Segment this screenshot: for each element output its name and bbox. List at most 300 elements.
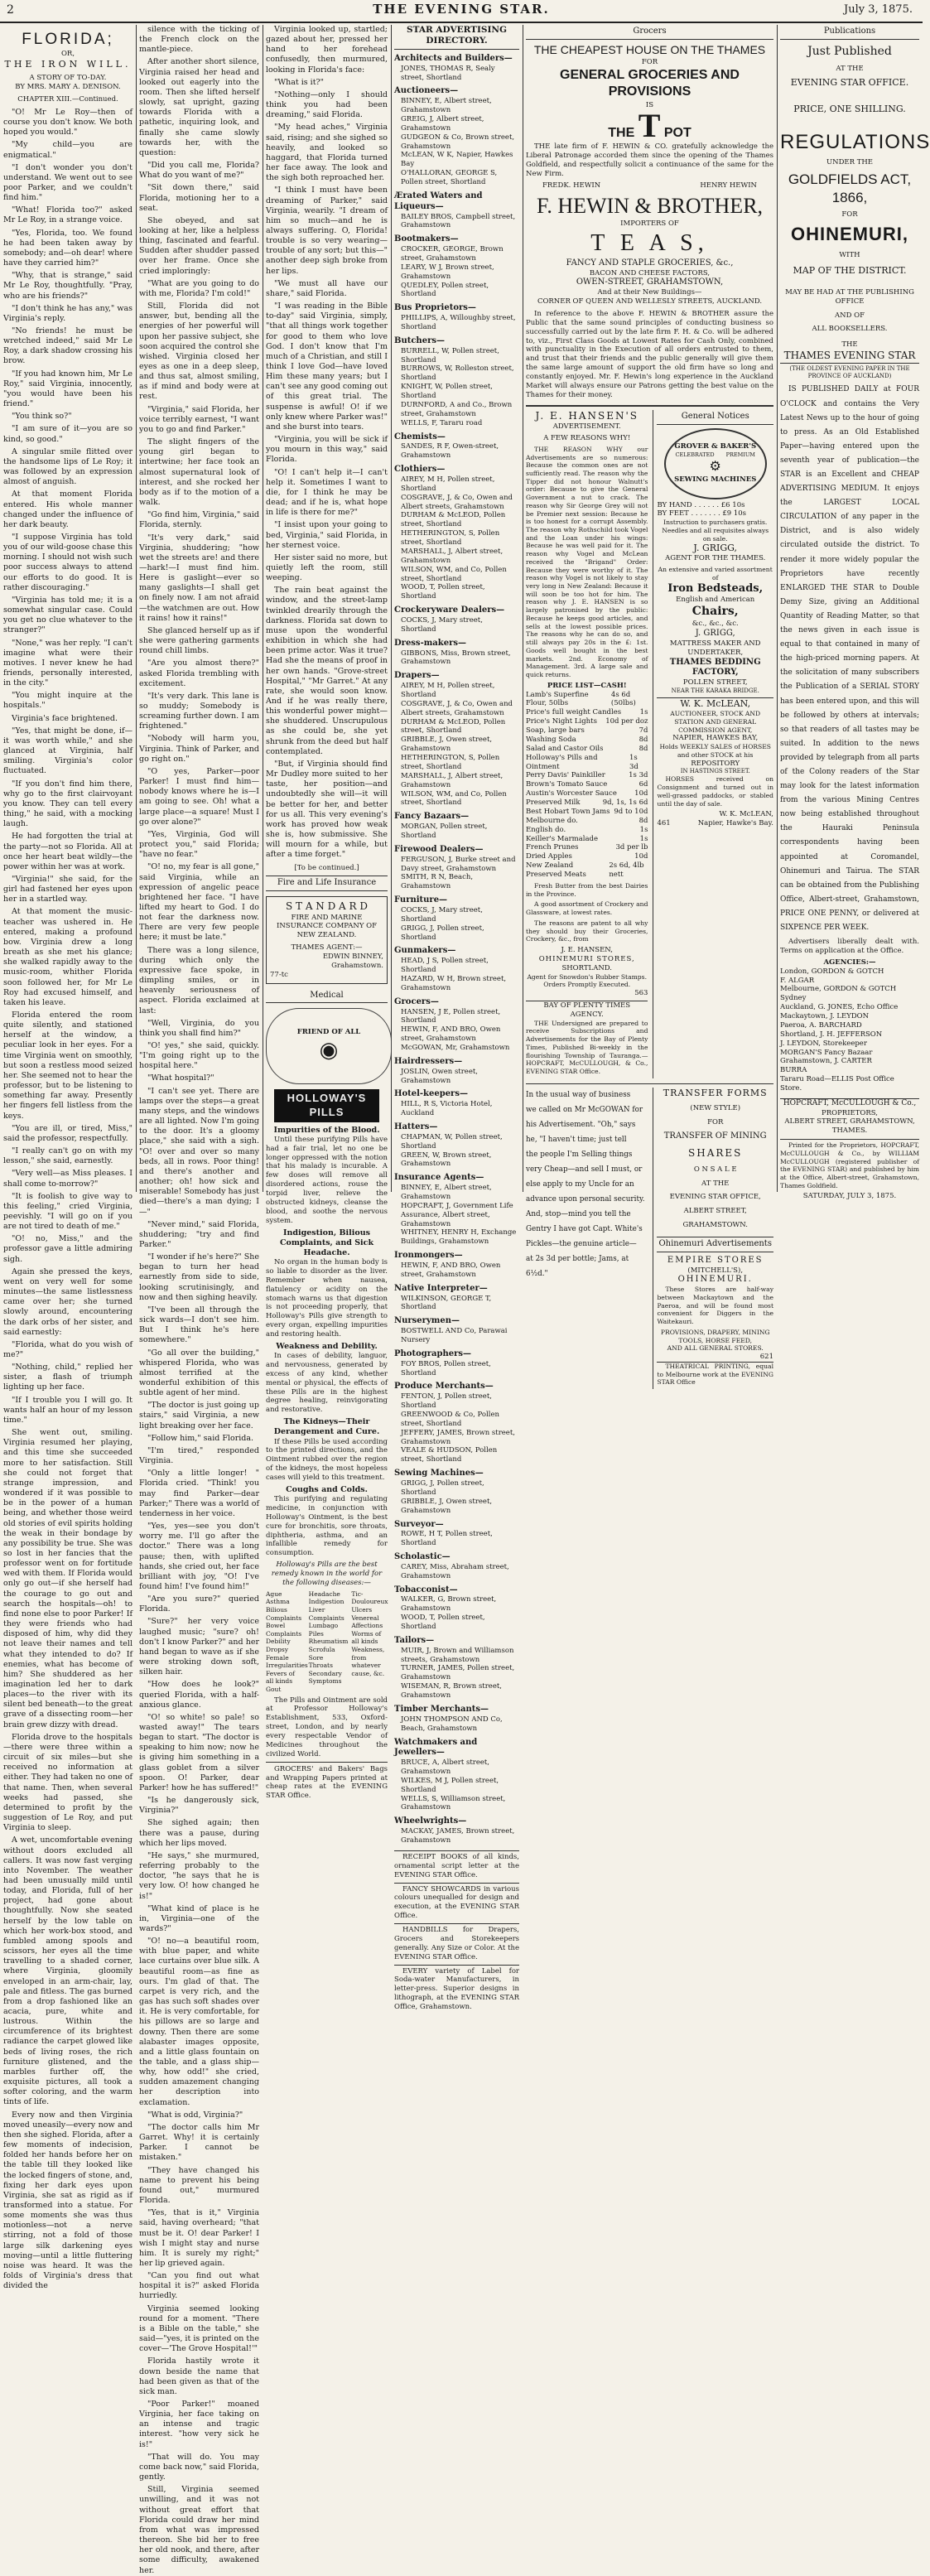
agency-line: Melbourne, GORDON & GOTCH (780, 985, 897, 994)
directory-category: Bus Proprietors— (394, 303, 476, 313)
logo-text: CELEBRATED (675, 451, 715, 459)
ad-line: TRANSFER OF MINING (663, 1131, 767, 1141)
price-value: 7d (638, 726, 648, 736)
imprint: Printed for the Proprietors, HOPCRAFT, McCULLOUGH & Co., by WILLIAM McCULLOUGH (registered publisher of the EVENING STAR) and published by him at the Office, Albert-street, Grahamstown, Thames Goldfield. (780, 1139, 919, 1189)
paragraph: "What kind of place is he in, Virginia—one of the wards?" (139, 1903, 259, 1933)
ad-title: J. GRIGG, (693, 543, 738, 554)
agency-line: Mackaytown, J. LEYDON (780, 1012, 870, 1021)
disease-item: Ulcers (351, 1606, 373, 1614)
paragraph: "O! so white! so pale! so wasted away!" The tears began to start. "The doctor is speaking to him now; now he is giving him something in a glass goblet from a silver spoon. O! Parker, dear Parker! how he has suffered!" (139, 1712, 259, 1792)
story-subtitle: THE IRON WILL. (4, 59, 132, 70)
ad-line: he, "I haven't time; just tell (526, 1135, 627, 1144)
disease-item: Dropsy (266, 1645, 289, 1653)
price-list (526, 691, 648, 880)
agency-line: Tararu Road—ELLIS Post Office (780, 1075, 894, 1084)
ad-line: Holds WEEKLY SALES of HORSES and other STOCK at his (659, 743, 771, 759)
general-notices (653, 410, 773, 1078)
disease-item: Debility (266, 1638, 291, 1646)
directory-category: Nurserymen— (394, 1316, 460, 1326)
paragraph: The rain beat against the window, and the street-lamp twinkled drearily through the darkness. Florida sat down to muse upon the wonderful exhibition in which she had been prime actor. Was it true? Had she the means of proof in her own hands. "Grove-street Hospital," "Mr Garret." At any rate, she would soon know. And if he was really there, this wonderful power might—she shuddered. Unscrupulous as she could be, she yet shrunk from the deed but half contemplated. (266, 586, 388, 756)
ad-line: J. E. HANSEN, (561, 945, 613, 954)
price-list-title: PRICE LIST—CASH! (547, 681, 627, 690)
story-tagline: A STORY OF TO-DAY. (29, 74, 107, 83)
price-item: Soap, large bars (526, 726, 585, 736)
logo-text: PREMIUM (725, 451, 755, 459)
directory-category: Scholastic— (394, 1552, 451, 1562)
disease-item: Sore Throats (308, 1653, 333, 1670)
ad-title: OHINEMURI. (677, 1275, 753, 1285)
paragraph: "Poor Parker!" moaned Virginia, her face taking on an intense and tragic interest. "how very sick he is!" (139, 2400, 259, 2449)
directory-entry (394, 1284, 519, 1313)
paragraph: "Is he dangerously sick, Virginia?" (139, 1796, 259, 1816)
directory-category: Architects and Builders— (394, 53, 513, 63)
directory-listing: MACKAY, JAMES, Brown street, Grahamstown (401, 1827, 515, 1845)
paragraph: "It is foolish to give way to this feeling," cried Virginia, peevishly. "I will go on if you are not tired to death of me." (3, 1191, 133, 1232)
paragraph: "What is odd, Virginia?" (147, 2110, 243, 2120)
directory-category: Tailors— (394, 1635, 435, 1645)
small-ads (394, 1850, 519, 2012)
partner-name: FREDK. HEWIN (542, 181, 601, 190)
directory-entry (394, 191, 519, 230)
price-row (526, 726, 648, 736)
ad-line: O N S A L E (693, 1165, 737, 1174)
price-item: Melbourne do. (526, 816, 578, 825)
directory-listing: HEAD, J S, Pollen street, Shortland (401, 957, 489, 975)
agency-line: F. ALGAR (780, 976, 815, 985)
price-item: Perry Davis' Painkiller (526, 771, 605, 780)
partner-name: HENRY HEWIN (700, 181, 757, 190)
crest-icon (266, 1008, 392, 1084)
disease-item: Fevers of all kinds (266, 1669, 296, 1686)
globe-icon: ◉ (319, 1038, 339, 1064)
paragraph: "Yes, Florida, too. We found he had been taken away by somebody; and—oh dear! where have they carried him?" (3, 228, 133, 268)
paragraph: Every now and then Virginia moved uneasily—every now and then she sighed. Florida, after a few moments of indecision, folded her hands before her on the table till they looked like the locked fingers of stone, and, fixing her dark eyes upon Virginia, she sat as rigid as if transformed into a statue. For some moments she was thus motionless—not a nerve stirring, not a fold of those large silk darkening eyes moving—until a little fluttering noise was heard. It was the folds of Virginia's dress that divided the (3, 2110, 133, 2291)
directory-category: Clothiers— (394, 465, 446, 475)
ad-text: In cases of debility, languor, and nervousness, generated by excess of any kind, whether mental or physical, the effects of these Pills are in the highest degree healing, reinvigorating and restorative. (266, 1352, 388, 1415)
ad-title: BAY OF PLENTY TIMES AGENCY. (526, 1001, 648, 1020)
logo-text: GROVER & BAKER'S (674, 442, 757, 451)
ad-title: W. K. McLEAN, (657, 697, 773, 710)
paragraph: Virginia looked up, startled; gazed about her, pressed her hand to her forehead confusedly, then murmured, looking in Florida's face: (266, 25, 388, 75)
ad-line: FIRE AND MARINE (291, 913, 363, 922)
small-ad: EVERY variety of Label for Soda-water Manufacturers, in letter-press. Superior designs in lithograph, at the EVENING STAR Office, Grahamstown. (394, 1965, 519, 2012)
directory-entry (394, 234, 519, 299)
price-item: English do. (526, 825, 566, 834)
agency-line: Store. (780, 1084, 802, 1093)
paragraph: "Never mind," said Florida, shuddering; "try and find Parker." (139, 1219, 259, 1249)
mcgowan-ad (526, 1088, 648, 1389)
paragraph: "If I trouble you I will go. It wants half an hour of my lesson time." (3, 1395, 133, 1425)
directory-entry (394, 671, 519, 808)
directory-category: Produce Merchants— (394, 1382, 494, 1392)
paragraph: "You are ill, or tired, Miss," said the professor, respectfully. (3, 1123, 133, 1143)
ad-line: we called on Mr McGOWAN for (526, 1105, 643, 1114)
paragraph: "What hospital?" (147, 1073, 214, 1083)
price-value: 1s (639, 834, 648, 843)
directory-listing: WELLS, F, Tararu road (401, 418, 483, 427)
ad-line: FOR (841, 210, 858, 219)
directory-listing: WHITNEY, HENRY H, Exchange Buildings, Grahamstown (401, 1228, 517, 1247)
directory-listing: JEFFERY, JAMES, Brown street, Grahamstown (401, 1428, 515, 1446)
directory-listing: DURHAM & McLEOD, Pollen street, Shortland (401, 511, 506, 529)
teapot-logo (526, 107, 773, 145)
ad-line: AND ALL GENERAL STORES. (667, 1344, 764, 1353)
disease-item: Gout (266, 1685, 282, 1693)
paragraph: "None," was her reply. "I can't imagine what were their motives. I never knew he had friends, personally interested, in the city." (3, 638, 133, 688)
ad-line: else apply to my Uncle for an (526, 1179, 634, 1189)
disease-item: Female Irregularities (266, 1653, 308, 1670)
directory-entry (394, 465, 519, 601)
disease-item: Scrofula (308, 1645, 335, 1653)
directory-listing: TURNER, JAMES, Pollen street, Grahamstown (401, 1664, 515, 1682)
directory-entry (394, 86, 519, 187)
price-item: Holloway's Pills and Ointment (526, 753, 598, 771)
directory-listing: FENTON, J, Pollen street, Shortland (401, 1392, 492, 1411)
sewing-machine-logo-icon (664, 428, 767, 499)
disease-item: Asthma (266, 1598, 290, 1606)
directory-listing: CAREY, Miss, Abraham street, Grahamstown (401, 1562, 509, 1580)
ad-line: In the usual way of business (526, 1090, 631, 1099)
paragraph: "I really can't go on with my lesson," she said, earnestly. (3, 1146, 133, 1166)
ad-line: EVENING STAR OFFICE, (669, 1193, 761, 1202)
ad-heading: The Kidneys—Their Derangement and Cure. (273, 1417, 380, 1437)
directory-listing: MUIR, J, Brown and Williamson streets, Grahamstown (401, 1646, 514, 1664)
disease-item: Liver Complaints (308, 1606, 345, 1622)
ad-title: J. GRIGG, (695, 629, 735, 639)
price-row (526, 708, 648, 717)
directory-listing: GREENWOOD & Co, Pollen street, Shortland (401, 1410, 499, 1428)
agency-line: Sydney (780, 994, 807, 1003)
ad-title: TRANSFER FORMS (663, 1087, 768, 1098)
directory-listing: BURROWS, W, Rolleston street, Shortland (401, 364, 514, 383)
directory-entry (394, 1552, 519, 1581)
directory-listing: GRIGG, J, Pollen street, Shortland (401, 924, 484, 942)
paragraph: "I wonder if he's here?" She began to turn her head earnestly from side to side, looking scrutinisingly, and now and then sighing heavily. (139, 1252, 259, 1302)
directory-listing: COSGRAVE, J, & Co, Owen and Albert streets, Grahamstown (401, 493, 513, 511)
paragraph: "Can you find out what hospital it is?" asked Florida hurriedly. (139, 2271, 259, 2301)
grocers-column (526, 25, 773, 1387)
imprint-date: SATURDAY, JULY 3, 1875. (802, 1192, 897, 1201)
price-value: 8d (638, 816, 648, 825)
ad-line: PROPRIETORS, (821, 1108, 879, 1117)
paragraph: "No friends! he must be wretched indeed," said Mr Le Roy, a dark shadow crossing his brow. (3, 326, 133, 366)
ad-line: AND OF (835, 311, 865, 320)
issue-date: July 3, 1875. (844, 3, 913, 16)
directory-listing: GRIBBLE, J, Owen street, Grahamstown (401, 1497, 493, 1515)
price-item: Price's full weight Candles (526, 708, 622, 717)
price-item: Washing Soda (526, 735, 576, 744)
directory-entry (394, 997, 519, 1053)
price-row (526, 780, 648, 789)
directory-listing: MARSHALL, J, Albert street, Grahamstown (401, 547, 504, 565)
directory-listing: WALKER, G, Brown street, Grahamstown (401, 1595, 497, 1614)
headline: GENERAL GROCERIES AND PROVISIONS (560, 67, 740, 99)
paragraph: "If you had known him, Mr Le Roy," said Virginia, innocently, "you would have been his friend." (3, 369, 133, 409)
story-text (3, 108, 133, 2292)
ad-line: Agent for Snowdon's Rubber Stamps. Orders Promptly Executed. (527, 972, 647, 989)
paragraph: He had forgotten the trial at the party—not so Florida. All at once her heart beat wildly—the power within her was at work. (3, 832, 133, 871)
directory-entry (394, 1251, 519, 1280)
directory-listing: BAILEY BROS, Campbell street, Grahamstown (401, 212, 516, 230)
disease-item: Lumbago (308, 1622, 339, 1630)
ad-text: The Pills and Ointment are sold at Professor Holloway's Establishment, 533, Oxford-street, London, and by nearly every respectable Vendor of Medicines throughout the civilized World. (266, 1696, 388, 1758)
ad-text: THE late firm of F. HEWIN & CO. gratefully acknowledge the Liberal Patronage accorded them since the opening of the Thames Goldfield, and respectfully solicit a continuance of the same for the New Firm. (526, 142, 773, 179)
directory-listing: HANSEN, J E, Pollen street, Shortland (401, 1007, 501, 1025)
paragraph: "O! no, my fear is all gone," said Virginia, while an expression of angelic peace brightened her face. "I have lifted my heart to God. I do not fear the darkness now. There are very few people here; it must be late." (139, 862, 259, 943)
ad-line: Napier, Hawke's Bay. (697, 819, 773, 828)
directory-listing: BURRELL, W, Pollen street, Shortland (401, 346, 499, 364)
paragraph: "I suppose Virginia has told you of our wild-goose chase this morning. I should not wish such poor success always to attend our efforts to do good. It is rather discouraging." (3, 532, 133, 592)
directory-category: Surveyor— (394, 1519, 444, 1529)
ad-line: REPOSITORY (691, 759, 740, 768)
directory-category: Furniture— (394, 895, 448, 905)
paragraph: "Did you call me, Florida? What do you want of me?" (139, 161, 259, 181)
directory-category: Wheelwrights— (394, 1816, 467, 1826)
paragraph: "Florida, what do you wish of me?" (3, 1339, 133, 1360)
directory-listing: ROWE, H T, Pollen street, Shortland (401, 1530, 493, 1548)
small-ad: HANDBILLS for Drapers, Grocers and Storekeepers generally. Any Size or Color. At the EVENING STAR Office. (394, 1923, 519, 1962)
paragraph: "Virginia!" she said, for the girl had fastened her eyes upon her in a startled way. (3, 874, 133, 904)
ad-line: IN HASTINGS STREET. (680, 768, 750, 775)
directory-listing: LEARY, W J, Brown street, Grahamstown (401, 263, 494, 281)
directory-listing: SANDES, R F, Owen-street, Grahamstown (401, 442, 499, 461)
directory-listing: QUEDLEY, Pollen street, Shortland (401, 281, 489, 299)
section-heading: Ohinemuri Advertisements (657, 1237, 773, 1252)
price-value: 6d (638, 780, 648, 789)
agencies-title: AGENCIES:— (823, 958, 876, 967)
paragraph: "I was reading in the Bible to-day" said Virginia, simply, "that all things work together for good to them who love God. I don't know that I'm much of a Christian, and still I think I love God—have loved Him these many years; but I can't see any good coming out of this great trial. The suspense is awful! O! if we only knew where Parker was!" and she burst into tears. (266, 301, 388, 432)
ad-text (526, 1088, 648, 1281)
directory-entry (394, 303, 519, 332)
ad-title: S T A N D A R D (285, 900, 369, 913)
ad-line: MAP OF THE DISTRICT. (793, 264, 907, 276)
ad-text: Holloway's Pills are the best remedy known in the world for the following diseases:— (271, 1561, 383, 1587)
paragraph: Florida entered the room quite silently, and stationed herself at the window, a peculiar look in her eyes. For a time Virginia went on smoothly, but soon a restless mood seized her. She seemed not to hear the professor, but to be listening to something far away. Presently her fingers fell listless from the keys. (3, 1011, 133, 1121)
paragraph: "Sit down there," said Florida, motioning her to a seat. (139, 183, 259, 213)
ad-line: the people I'm Selling things (526, 1150, 633, 1159)
paragraph: "They have changed his name to prevent his being found out," murmured Florida. (139, 2165, 259, 2206)
paragraph: Virginia seemed looking round for a moment. "There is a Bible on the table," she said—"yes, it is printed on the cover—'The Grove Hospital!'" (139, 2303, 259, 2354)
directory-listing: WILKES, M J, Pollen street, Shortland (401, 1776, 499, 1794)
hewin-brother-arch: F. HEWIN & BROTHER, (536, 193, 764, 218)
directory-listing: COCKS, J, Mary street, Shortland (401, 905, 483, 924)
ad-line: An extensive and varied assortment of (658, 566, 773, 582)
ad-number: 77-tc (270, 970, 288, 979)
directory-entry (394, 1122, 519, 1169)
price-value: 10d (634, 789, 648, 798)
directory-category: Drapers— (394, 671, 440, 681)
directory-listing: GREEN, W, Brown street, Grahamstown (401, 1151, 492, 1169)
paragraph: "But, if Virginia should find Mr Dudley more suited to her taste, her position—and undoubtedly she will—it will be better for her, and better for us all. This very evening's work has proved how weak she is, how submissive. She will mourn for a while, but after a time forget." (266, 759, 388, 860)
paragraph: "You think so?" (12, 412, 72, 422)
disease-item: Weakness, from whatever cause, &c. (351, 1645, 385, 1677)
ad-line: his Advertisement. "Oh," says (526, 1120, 636, 1129)
directory-entry (394, 1316, 519, 1345)
ad-title: EMPIRE STORES (667, 1255, 764, 1265)
disease-item: Tic-Douloureux (351, 1589, 388, 1606)
small-ad: RECEIPT BOOKS of all kinds, ornamental script letter at the EVENING STAR Office. (394, 1850, 519, 1880)
paragraph: Florida hastily wrote it down beside the name that had been given as that of the sick man. (139, 2357, 259, 2396)
directory-listing: AIREY, M H, Pollen street, Shortland (401, 475, 495, 493)
price-row (526, 771, 648, 780)
ad-line: advance upon personal security. (526, 1194, 645, 1204)
directory-listing: FOY BROS, Pollen street, Shortland (401, 1359, 491, 1377)
section-heading: Grocers (526, 25, 773, 40)
paragraph: "Yes, that is it," Virginia said, having overheard; "that must be it. O! dear Parker! I wish I might stay and nurse him. It is surely my right;" her lip grieved again. (139, 2208, 259, 2268)
publications-column (780, 25, 930, 1201)
ad-line: GRAHAMSTOWN. (682, 1221, 748, 1230)
hansen-ad (526, 410, 648, 1078)
ad-line: 6½d." (526, 1270, 548, 1279)
disease-item: Venereal Affections (351, 1614, 383, 1630)
ad-title: J. E. HANSEN'S (535, 409, 638, 422)
directory-category: Sewing Machines— (394, 1469, 484, 1479)
directory-listing: GRIBBLE, J, Owen street, Grahamstown (401, 736, 493, 754)
directory-entry (394, 1349, 519, 1378)
ad-subtitle: A FEW REASONS WHY! (543, 433, 631, 442)
ad-text: THE Undersigned are prepared to receive Subscriptions and Advertisements for the Bay of Plenty Times, Published Bi-weekly in the flourishing Township of Tauranga.— HOPCRAFT, McCULLOUGH, & Co., EVENING STAR Office. (526, 1019, 648, 1075)
directory-category: Grocers— (394, 996, 439, 1006)
price-item: Keiller's Marmalade (526, 834, 599, 843)
directory-listing: DURNFORD, A and Co., Brown street, Grahamstown (401, 400, 513, 418)
paragraph: "The doctor calls him Mr Garret. Why! it is certainly Parker. I cannot be mistaken." (139, 2122, 259, 2163)
ad-line: &c., &c., &c. (691, 620, 739, 629)
masthead (0, 0, 923, 23)
paragraph: Virginia's face brightened. (12, 713, 118, 723)
ad-title: THAMES EVENING STAR (780, 350, 919, 363)
directory-listing: DURHAM & McLEOD, Pollen street, Shortland (401, 717, 506, 736)
ad-line: FANCY AND STAPLE GROCERIES, &c., (566, 258, 734, 268)
directory-listing: HAZARD, W H, Brown street, Grahamstown (401, 975, 507, 992)
directory-listing: HETHERINGTON, S, Pollen street, Shortland (401, 754, 500, 771)
act-heading: GOLDFIELDS ACT, 1866, (788, 171, 912, 206)
ad-line: NEAR THE KARAKA BRIDGE. (671, 687, 759, 695)
ad-line: Gentry I have got Capt. White's (526, 1224, 643, 1233)
directory-entry (394, 639, 519, 668)
ad-line: BACON AND CHEESE FACTORS, (589, 268, 711, 277)
column-3 (266, 25, 388, 1801)
paragraph: "What are you going to do with me, Florida? I'm cold!" (139, 278, 259, 298)
disease-list (266, 1590, 388, 1694)
ad-heading: Weakness and Debility. (276, 1341, 378, 1351)
directory-listing: WOOD, T, Pollen street, Shortland (401, 1614, 485, 1632)
disease-item: Piles (308, 1629, 324, 1638)
paragraph: "Nothing, child," replied her sister, a flash of triumph lighting up her face. (3, 1363, 133, 1392)
directory-listing: SMITH, R N, Beach, Grahamstown (401, 873, 474, 891)
price-value: 8d (638, 744, 648, 753)
paragraph: "O! Mr Le Roy—then of course you don't know. We both hoped you would." (3, 107, 133, 137)
agency-line: Grahamstown, J. CARTER (780, 1057, 872, 1066)
ad-line: AT THE (836, 64, 864, 73)
agency-line: J. LEYDON, Storekeeper (780, 1039, 867, 1048)
directory-entry (394, 1089, 519, 1118)
directory-listing: KNIGHT, W, Pollen street, Shortland (401, 383, 493, 401)
price-item: Lamb's Superfine Flour, 50lbs (526, 690, 589, 708)
price-item: Best Hobart Town Jams (526, 807, 610, 816)
ad-line: CORNER OF QUEEN AND WELLESLY STREETS, AUCKLAND. (537, 297, 763, 306)
directory-category: Ærated Waters and Liqueurs— (394, 191, 483, 211)
story-text (266, 25, 388, 861)
disease-item: Indigestion (308, 1598, 345, 1606)
price-value: 1s (639, 708, 648, 717)
story-or: OR, (60, 50, 75, 59)
ad-heading: Coughs and Colds. (286, 1484, 368, 1494)
disease-item: Bilious Complaints (266, 1606, 302, 1622)
headline: THE CHEAPEST HOUSE ON THE THAMES (533, 42, 766, 56)
ad-text: These Stores are half-way between Mackaytown and the Paeroa, and will be found most convenient for Diggers in the Waitekauri. (657, 1286, 773, 1326)
ad-line: PROVISIONS, DRAPERY, MINING TOOLS, HORSE FEED, (660, 1328, 770, 1344)
price-value: 9d to 10d (614, 807, 648, 816)
directory-listing: HILL, R S, Victoria Hotel, Auckland (401, 1100, 493, 1118)
ad-line: (THE OLDEST EVENING PAPER IN THE PROVINCE OF AUCKLAND) (789, 364, 910, 379)
price-value: 2s 6d, 4lb nett (609, 861, 644, 880)
story-text (139, 25, 259, 2576)
paragraph: "My child—you are enigmatical." (3, 140, 133, 160)
directory-category: Hotel-keepers— (394, 1089, 468, 1099)
page-number: 2 (7, 3, 14, 17)
price-item: Salad and Castor Oils (526, 744, 604, 753)
directory-category: Ironmongers— (394, 1251, 463, 1261)
ad-text: No organ in the human body is so liable to disorder as the liver. Remember when nausea, flatulency or acidity on the stomach warns us that digestion is not proceeding properly, that Holloway's Pills give strength to every organ, expelling impurities and restoring health. (266, 1258, 388, 1339)
directory-entry (394, 1705, 519, 1734)
directory-listing: CHAPMAN, W, Pollen street, Shortland (401, 1132, 503, 1151)
price-row (526, 843, 648, 852)
paragraph: "Virginia, you will be sick if you mourn in this way," said Florida. (266, 435, 388, 465)
price-item: Austin's Worcester Sauce (526, 789, 617, 798)
paragraph: The slight fingers of the young girl began to intertwine; her face took an almost supernatural look of interest, and she rocked her body as if to the motion of a walk. (139, 437, 259, 508)
price-row (526, 754, 648, 772)
directory-entry (394, 1469, 519, 1515)
paragraph: "Yes, that might be done, if—it was worth while," and she glanced at Virginia, half smiling. Virginia's color fluctuated. (3, 726, 133, 776)
directory-listing: FERGUSON, J, Burke street and Davy street, Grahamstown (401, 855, 516, 873)
story-column-2 (139, 25, 259, 2575)
directory-category: Hairdressers— (394, 1056, 463, 1066)
directory-category: Native Interpreter— (394, 1283, 488, 1293)
directory-entry (394, 1585, 519, 1632)
paragraph: After another short silence, Virginia raised her head and looked out eagerly into the room. Then she lifted herself slowly, sat upright, gazing towards Florida with a pathetic, inquiring look, and finally she came slowly towards her, with the question: (139, 57, 259, 157)
ad-number: 461 (657, 819, 671, 828)
agency-line: Shortland, J. H. JEFFERSON (780, 1030, 883, 1039)
to-be-continued: [To be continued.] (294, 863, 359, 872)
ad-text: This purifying and regulating medicine, in conjunction with Holloway's Ointment, is the best cure for bronchitis, sore throats, diphtheria, asthma, and an infallible remedy for consumption. (266, 1495, 388, 1558)
ad-line: very Cheap—and sell I must, or (526, 1165, 643, 1174)
price-item: Dried Apples (526, 852, 572, 861)
directory-listing: McLEAN, W K, Napier, Hawkes Bay (401, 151, 513, 169)
directory-listing: JONES, THOMAS R, Sealy street, Shortland (401, 64, 495, 82)
paragraph: "I can't see yet. There are lamps over the steps—a great many steps, and the windows are all lighted. Now I'm going to the door. It's a gloomy place," she said with a sigh. "O! over and over so many beds, all in rows. Poor thing! and there's another and another; oh! how sick and miserable! Somebody has just died—there's a man dying; I—" (139, 1086, 259, 1217)
price-line: PRICE, ONE SHILLING. (793, 103, 906, 114)
section-heading: Publications (780, 25, 919, 40)
directory-listing: BINNEY, E, Albert street, Grahamstown (401, 1184, 492, 1201)
paragraph: Still, Virginia seemed unwilling, and it was not without great effort that Florida could draw her mind from what was impressed thereon. She bid her to free her old nook, and there, after some difficulty, awakened her. (139, 2485, 259, 2575)
ad-heading: Indigestion, Bilious Complaints, and Sick Headache. (279, 1228, 374, 1257)
paragraph: "I insist upon your going to bed, Virginia," said Florida, in her sternest voice. (266, 520, 388, 550)
price-row (526, 745, 648, 754)
ad-line: English and American (676, 596, 755, 605)
price-row (526, 852, 648, 861)
ad-text: GROCERS' and Bakers' Bags and Wrapping Papers printed at cheap rates at the EVENING STAR Office. (266, 1762, 388, 1802)
paragraph: "That will do. You may come back now," said Florida, gently. (139, 2452, 259, 2482)
directory-category: Fancy Bazaars— (394, 812, 470, 822)
directory-category: Firewood Dealers— (394, 844, 484, 854)
price-value: 8d (638, 735, 648, 744)
agency-line: Auckland, G. JONES, Echo Office (780, 1003, 899, 1012)
directory-listing: HEWIN, F, AND BRO, Owen street, Grahamstown (401, 1025, 501, 1044)
directory-entry (394, 895, 519, 942)
paragraph: "Follow him," said Florida. (147, 1433, 254, 1443)
directory-category: Bootmakers— (394, 234, 459, 244)
story-title: FLORIDA; (22, 31, 114, 48)
